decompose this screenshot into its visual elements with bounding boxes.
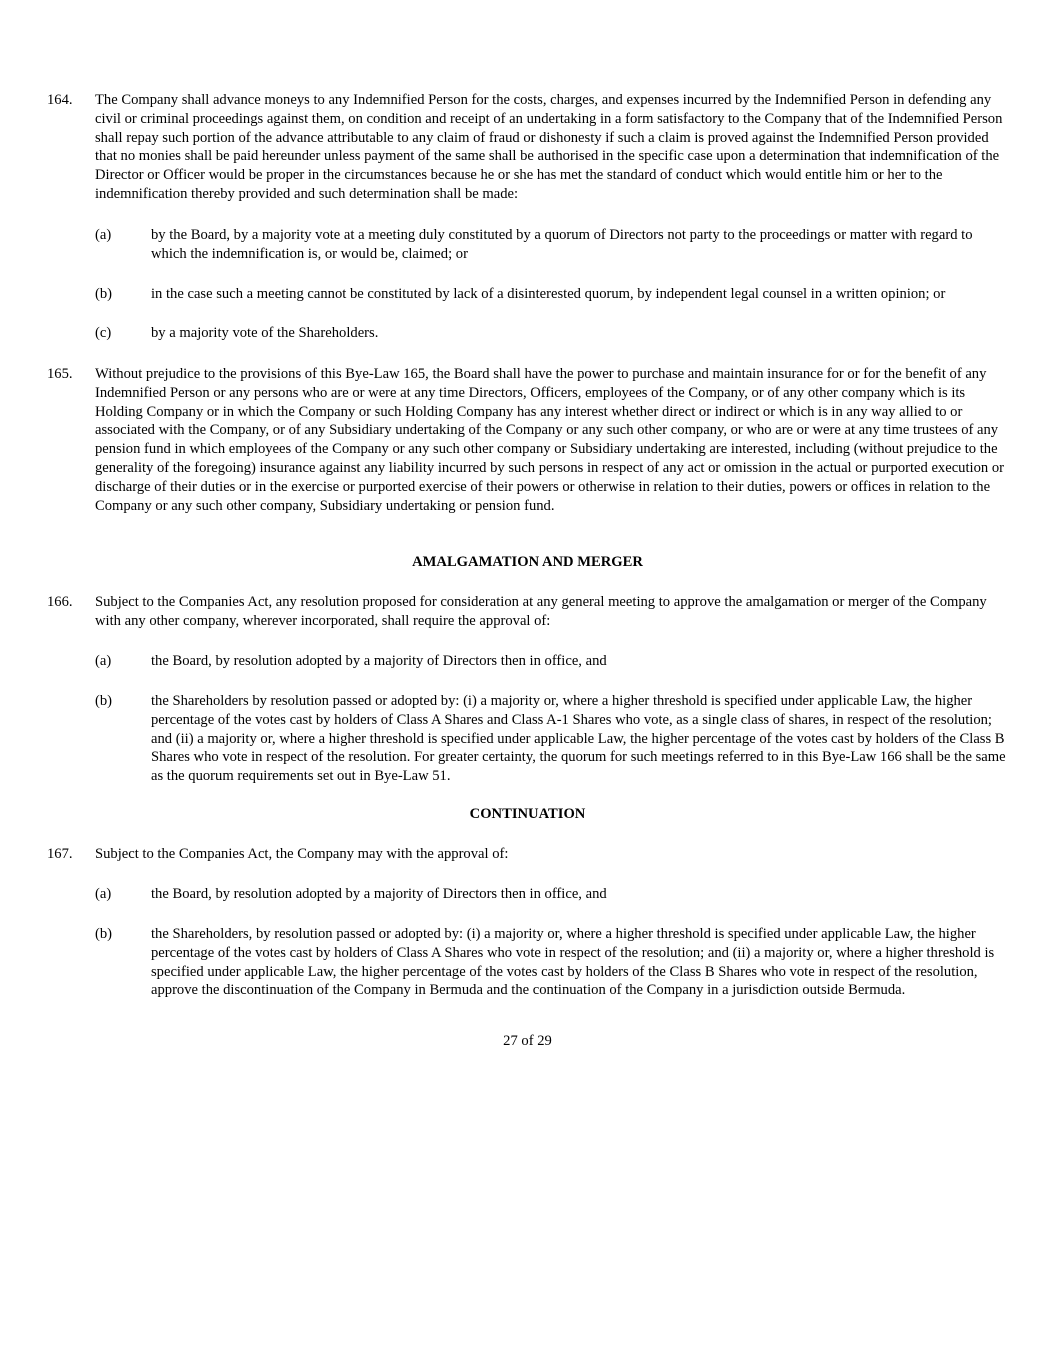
paragraph-text: Without prejudice to the provisions of this Bye-Law 165, the Board shall have the power to purchase and maintain insurance for or for the benefit of any Indemnified Person or any persons who are or were at any time Directors, Officers, employees of the Company, or of any other company which is its Holding Company or in which the Company or such Holding Company has any interest whether direct or indirect or which is in any way allied to or associated with the Company, or of any Subsidiary undertaking of the Company or any such other company, or who are or were at any time trustees of any pension fund in which employees of the Company or any such other company or Subsidiary undertaking are interested, including (without prejudice to the generality of the foregoing) insurance against any liability incurred by such persons in respect of any act or omission in the actual or purported execution or discharge of their duties or in the exercise or purported exercise of their powers or otherwise in relation to their duties, powers or offices in relation to the Company or any such other company, Subsidiary undertaking or pension fund.	[95, 366, 1004, 514]
sub-item-164-a	[95, 226, 1009, 264]
sub-item-text: the Shareholders by resolution passed or adopted by: (i) a majority or, where a higher threshold is specified under applicable Law, the higher percentage of the votes cast by holders of Class A Shares and Class A-1 Shares who vote, as a single class of shares, in respect of the resolution; and (ii) a majority or, where a higher threshold is specified under applicable Law, the higher percentage of the votes cast by holders of the Class B Shares who vote in respect of the resolution. For greater certainty, the quorum for such meetings referred to in this Bye-Law 166 shall be the same as the quorum requirements set out in Bye-Law 51.	[151, 693, 1006, 785]
sub-item-label: (a)	[95, 227, 112, 243]
sub-item-label: (b)	[95, 693, 113, 709]
sub-item-164-c	[95, 324, 1009, 343]
sub-item-label: (a)	[95, 653, 112, 669]
paragraph-167	[47, 845, 1009, 864]
page-number: 27 of 29	[503, 1033, 552, 1049]
sub-item-text: by the Board, by a majority vote at a meeting duly constituted by a quorum of Directors not party to the proceedings or matter with regard to which the indemnification is, or would be, claimed; or	[151, 227, 973, 262]
paragraph-number: 167.	[47, 846, 73, 862]
sub-item-label: (b)	[95, 926, 113, 942]
sub-item-text: by a majority vote of the Shareholders.	[151, 325, 379, 341]
section-heading-continuation: CONTINUATION	[469, 806, 586, 822]
paragraph-number: 164.	[47, 92, 73, 108]
sub-item-164-b	[95, 285, 1009, 304]
sub-item-167-a	[95, 885, 1009, 904]
paragraph-text: Subject to the Companies Act, any resolution proposed for consideration at any general meeting to approve the amalgamation or merger of the Company with any other company, wherever incorporated, shall require the approval of:	[95, 594, 987, 629]
sub-item-166-b	[95, 692, 1009, 786]
paragraph-number: 166.	[47, 594, 73, 610]
sub-item-label: (a)	[95, 886, 112, 902]
paragraph-number: 165.	[47, 366, 73, 382]
sub-item-167-b	[95, 925, 1009, 1000]
paragraph-text: Subject to the Companies Act, the Company may with the approval of:	[95, 846, 509, 862]
sub-item-text: the Shareholders, by resolution passed or adopted by: (i) a majority or, where a higher threshold is specified under applicable Law, the higher percentage of the votes cast by holders of Class A Shares who vote in respect of the resolution; and (ii) a majority or, where a higher threshold is specified under applicable Law, the higher percentage of the votes cast by holders of the Class B Shares who vote in respect of the resolution, approve the discontinuation of the Company in Bermuda and the continuation of the Company in a jurisdiction outside Bermuda.	[151, 926, 995, 999]
paragraph-text: The Company shall advance moneys to any Indemnified Person for the costs, charges, and expenses incurred by the Indemnified Person in defending any civil or criminal proceedings against them, on condition and receipt of an undertaking in a form satisfactory to the Company that of the Indemnified Person shall repay such portion of the advance attributable to any claim of fraud or dishonesty if such a claim is proved against the Indemnified Person provided that no monies shall be paid hereunder unless payment of the same shall be authorised in the specific case upon a determination that indemnification of the Director or Officer would be proper in the circumstances because he or she has met the standard of conduct which would entitle him or her to the indemnification thereby provided and such determination shall be made:	[95, 92, 1003, 202]
sub-item-166-a	[95, 652, 1009, 671]
sub-item-text: the Board, by resolution adopted by a majority of Directors then in office, and	[151, 653, 607, 669]
sub-item-text: in the case such a meeting cannot be constituted by lack of a disinterested quorum, by independent legal counsel in a written opinion; or	[151, 286, 946, 302]
paragraph-164	[47, 91, 1009, 204]
section-heading-amalgamation: AMALGAMATION AND MERGER	[412, 554, 643, 570]
paragraph-166	[47, 593, 1009, 631]
sub-item-text: the Board, by resolution adopted by a majority of Directors then in office, and	[151, 886, 607, 902]
sub-item-label: (c)	[95, 325, 112, 341]
sub-item-label: (b)	[95, 286, 113, 302]
paragraph-165	[47, 365, 1009, 515]
